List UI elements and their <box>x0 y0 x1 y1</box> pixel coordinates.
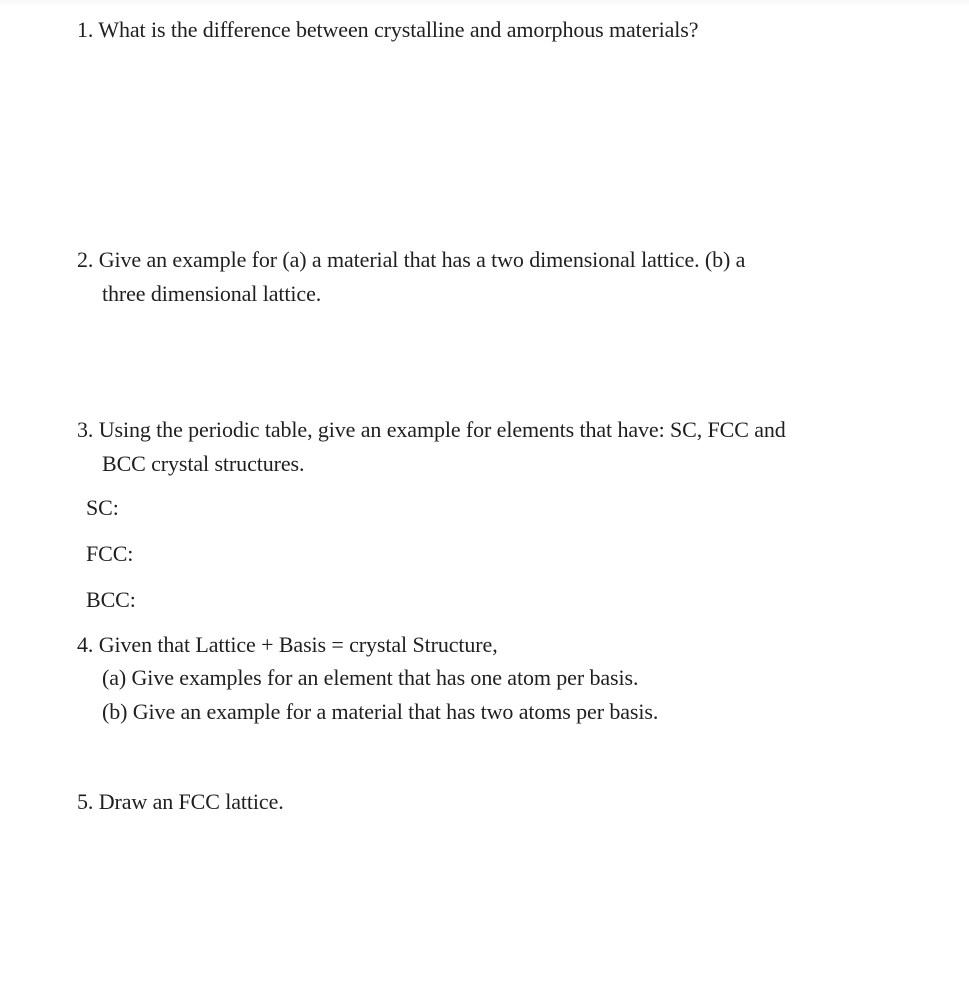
question-2-line-2: three dimensional lattice. <box>102 281 322 306</box>
question-5: 5. Draw an FCC lattice. <box>77 789 284 814</box>
question-4-part-b: (b) Give an example for a material that has two atoms per basis. <box>102 699 659 724</box>
question-4-line-1: 4. Given that Lattice + Basis = crystal Structure, <box>77 632 498 657</box>
answer-label-sc: SC: <box>86 495 119 520</box>
question-4-part-a: (a) Give examples for an element that has one atom per basis. <box>102 665 639 690</box>
answer-label-bcc: BCC: <box>86 587 136 612</box>
question-1: 1. What is the difference between crystalline and amorphous materials? <box>77 17 699 42</box>
question-2-line-1: 2. Give an example for (a) a material that has a two dimensional lattice. (b) a <box>77 247 746 272</box>
answer-label-fcc: FCC: <box>86 541 134 566</box>
question-3-line-1: 3. Using the periodic table, give an example for elements that have: SC, FCC and <box>77 417 786 442</box>
question-3-line-2: BCC crystal structures. <box>102 451 305 476</box>
